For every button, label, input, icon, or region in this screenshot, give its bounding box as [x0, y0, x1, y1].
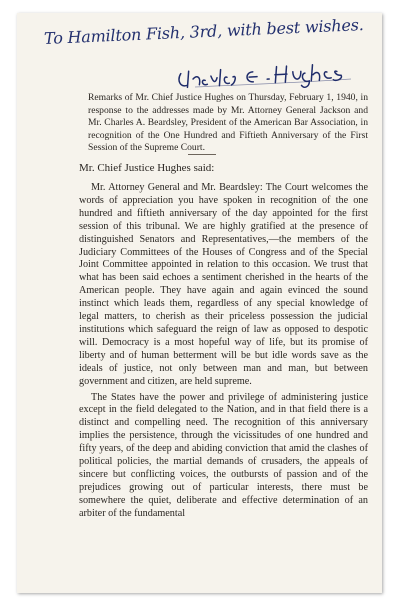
speech-body	[79, 182, 368, 521]
handwritten-signature	[175, 61, 375, 91]
paragraph-1: Mr. Attorney General and Mr. Beardsley: The Court welcomes the words of appreciation you have spoken in recognition of the one hundred and fiftieth anniversary of the day appointed for the first session of this tribunal. We are highly gratified at the presence of distinguished Senators and Representatives,—the members of the Judiciary Committees of the Houses of Congress and of the Special Joint Committee appointed in relation to this occasion. We trust that what has been said echoes a sentiment cherished in the hearts of the American people. They have again and again evinced the sound instinct which leads them, regardless of any special knowledge of legal matters, to cherish as their priceless possession the judicial institutions which safeguard the reign of law as opposed to despotic will. Democracy is a most hopeful way of life, but its promise of liberty and of human betterment will be but idle words save as the ideals of justice, not only between man and man, but between government and citizen, are held supreme.	[79, 182, 368, 387]
signature-flourish	[175, 61, 365, 91]
speaker-heading: Mr. Chief Justice Hughes said:	[79, 162, 215, 174]
paragraph-2: The States have the power and privilege of administering justice except in the field delegated to the Nation, and in that field there is a distinct and compelling need. The recognition of this anniversary implies the persistence, through the vicissitudes of one hundred and fifty years, of the deep and abiding conviction that amid the clashes of political policies, the martial demands of crusaders, the appeals of sincere but conflicting voices, the outbursts of passion and of the prejudices growing out of particular interests, there must be somewhere the quiet, deliberate and effective determination of an arbiter of the fundamental	[79, 391, 368, 519]
handwritten-inscription: To Hamilton Fish, 3rd, with best wishes.	[43, 15, 364, 48]
section-divider	[188, 154, 216, 155]
document-page	[17, 13, 382, 593]
intro-caption: Remarks of Mr. Chief Justice Hughes on Thursday, February 1, 1940, in response to the addresses made by Mr. Attorney General Jackson and Mr. Charles A. Beardsley, President of the American Bar Association, in recognition of the One Hundred and Fiftieth Anniversary of the First Session of the Supreme Court.	[88, 92, 368, 154]
